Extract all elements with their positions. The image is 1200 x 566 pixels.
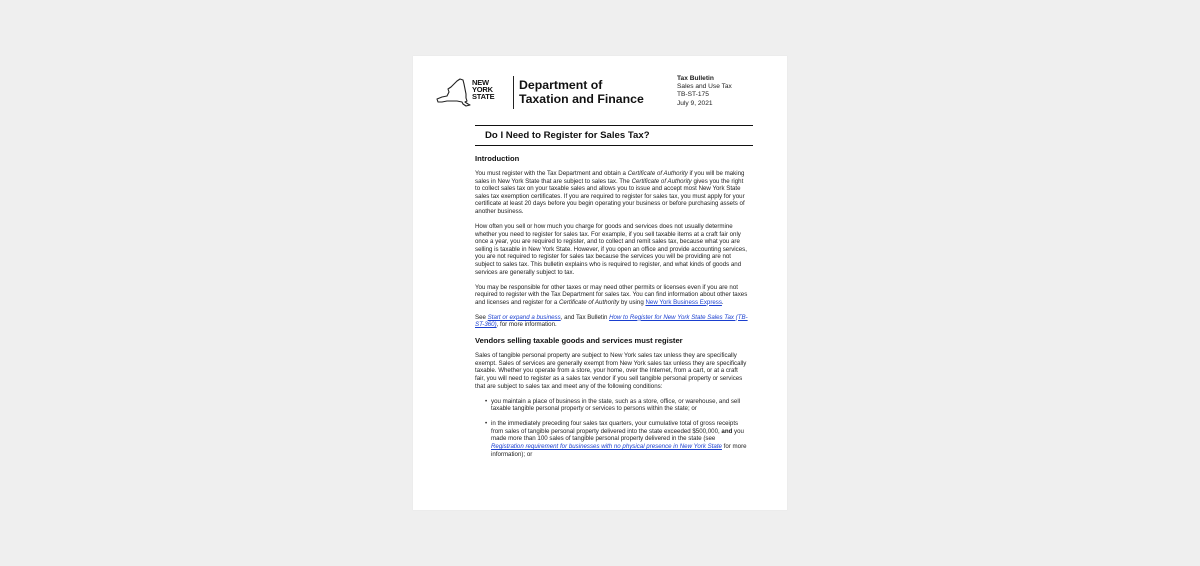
intro-paragraph [475,284,749,307]
conditions-list [475,398,749,459]
italic-term: Certificate of Authority [558,298,620,306]
intro-paragraph [475,314,749,329]
text-run: gives you the right to collect sales tax on your taxable sales and allows you to issue and accept most New York State sales tax exemption certificates. If you are required to register for sales tax, you must apply for your certificate at least 20 days before you begin operating your business or before purchasing assets of another business. [475,177,745,215]
department-line: Department of [519,78,603,92]
department-name [519,79,644,106]
list-item [485,420,749,458]
text-run: for more information); or [491,442,747,458]
text-run: by using [619,298,646,306]
bulletin-number: TB-ST-175 [677,91,709,99]
text-run: in the immediately preceding four sales tax quarters, your cumulative total of gross receipts from sales of tangible personal property delivered into the state exceeded $500,000, [491,420,739,435]
bold-term: and [721,427,733,435]
list-item: • you maintain a place of business in the state, such as a store, office, or warehouse, and sell taxable tangible personal property or services to persons within the state; or [485,398,749,413]
document-title: Do I Need to Register for Sales Tax? [485,130,650,141]
bulletin-category: Sales and Use Tax [677,83,732,91]
title-rule-bottom [475,145,753,146]
italic-term: Certificate of Authority [631,177,692,185]
ny-state-wordmark [472,79,494,101]
italic-term: Certificate of Authority [627,170,688,177]
ny-line: STATE [472,92,495,102]
intro-paragraph [475,170,749,216]
bulletin-meta [677,75,732,108]
intro-paragraph: How often you sell or how much you charge for goods and services does not usually determine whether you need to register for sales tax. For example, if you sell taxable items at a craft fair only once a year, you are required to register, and to collect and remit sales tax, because what you are selling is taxable in New York State. However, if you open an office and provide accounting services, you are not required to register for sales tax because the services you will be providing are not subject to sales tax. This bulletin explains who is required to register, and what kinds of goods and services are generally subject to tax. [475,222,747,276]
document-body [475,154,749,466]
registration-requirement-link[interactable]: Registration requirement for businesses with no physical presence in New York State [491,442,722,450]
title-rule-top [475,125,753,126]
section-heading-introduction: Introduction [475,154,520,163]
ny-line: YORK [472,85,493,95]
text-run: if you will be making sales in New York State that are subject to sales tax. The [475,170,745,185]
department-line: Taxation and Finance [519,91,644,106]
vendors-paragraph: Sales of tangible personal property are subject to New York sales tax unless they are specifically exempt. Sales of services are generally exempt from New York sales tax unless they are specifically taxable. Whether you operate from a store, your home, over the Internet, from a cart, or at a craft fair, you will need to register as a sales tax vendor if you sell tangible personal property or services that are subject to sales tax and meet any of the following conditions: [475,352,747,390]
text-run: , for more information. [496,321,557,329]
how-to-register-bulletin-link[interactable]: How to Register for New York State Sales Tax (TB-ST-360) [475,313,748,329]
ny-line: NEW [472,78,489,87]
text-run: You must register with the Tax Department and obtain a [475,170,628,177]
text-run: You may be responsible for other taxes or may need other permits or licenses even if you are not required to register with the Tax Department for sales tax. You can find information about other taxes and licenses and register for a [475,283,748,306]
document-page [413,56,787,510]
section-heading-vendors: Vendors selling taxable goods and services must register [475,336,683,346]
start-or-expand-business-link[interactable]: Start or expand a business [487,313,561,321]
bulletin-date: July 9, 2021 [677,99,713,107]
text-run: you made more than 100 sales of tangible personal property delivered in the state (see [491,427,744,443]
new-york-business-express-link[interactable]: New York Business Express [645,298,722,306]
department-logo [435,75,675,111]
bulletin-label: Tax Bulletin [677,75,714,82]
logo-divider [513,76,514,109]
text-run: . [721,298,724,306]
text-run: See [475,313,488,321]
new-york-state-map-icon [435,75,471,111]
text-run: , and Tax Bulletin [560,313,610,321]
